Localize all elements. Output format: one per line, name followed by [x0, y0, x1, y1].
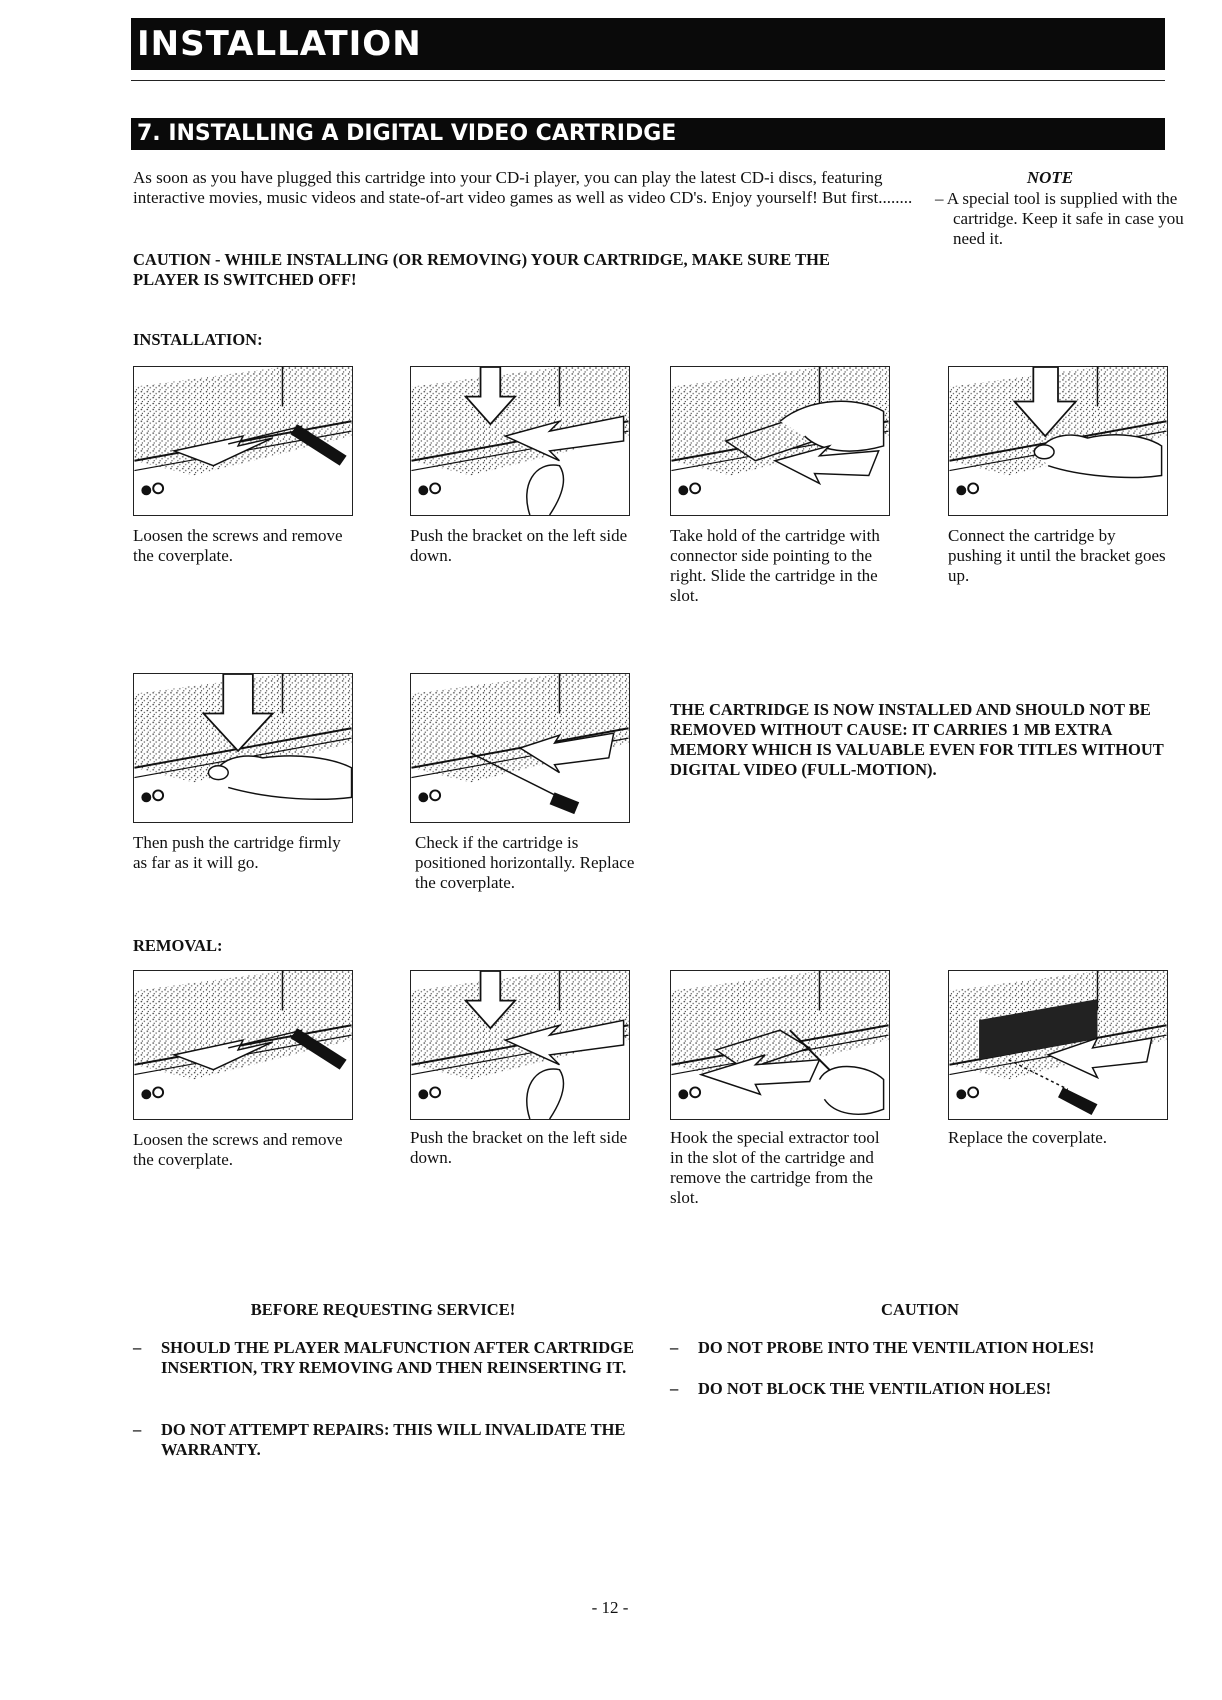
install-step-1-caption: Loosen the screws and remove the coverplate. [133, 526, 343, 565]
removal-step-1-illustration [133, 970, 353, 1120]
caution-item-text: DO NOT BLOCK THE VENTILATION HOLES! [698, 1379, 1052, 1398]
service-item [133, 1338, 661, 1378]
note-text: – A special tool is supplied with the cartridge. Keep it safe in case you need it. [935, 189, 1184, 248]
install-step-3-caption: Take hold of the cartridge with connector side pointing to the right. Slide the cartridge in the slot. [670, 526, 880, 605]
install-step-4-illustration [948, 366, 1168, 516]
installation-heading: INSTALLATION: [133, 330, 263, 349]
service-heading: BEFORE REQUESTING SERVICE! [250, 1300, 516, 1319]
caution-warning: CAUTION - WHILE INSTALLING (OR REMOVING) YOUR CARTRIDGE, MAKE SURE THE PLAYER IS SWITCHED OFF! [133, 250, 830, 289]
removal-step-4-caption: Replace the coverplate. [948, 1128, 1108, 1147]
service-item-text: DO NOT ATTEMPT REPAIRS: THIS WILL INVALIDATE THE WARRANTY. [161, 1420, 626, 1459]
install-step-4-caption: Connect the cartridge by pushing it until the bracket goes up. [948, 526, 1166, 585]
install-step-2-caption: Push the bracket on the left side down. [410, 526, 628, 565]
caution-heading: CAUTION [881, 1300, 959, 1319]
page-title: INSTALLATION [131, 18, 1165, 70]
removal-step-1-caption: Loosen the screws and remove the coverplate. [133, 1130, 343, 1169]
bullet-dash: – [133, 1420, 142, 1439]
removal-step-3-illustration [670, 970, 890, 1120]
section-title: 7. INSTALLING A DIGITAL VIDEO CARTRIDGE [131, 118, 1165, 150]
install-step-1-illustration [133, 366, 353, 516]
install-step-3-illustration [670, 366, 890, 516]
install-step-2-illustration [410, 366, 630, 516]
caution-item [670, 1338, 1208, 1358]
bullet-dash: – [670, 1338, 679, 1357]
service-item-text: SHOULD THE PLAYER MALFUNCTION AFTER CARTRIDGE INSERTION, TRY REMOVING AND THEN REINSERTING IT. [161, 1338, 634, 1377]
service-item [133, 1420, 661, 1460]
caution-item [670, 1379, 1208, 1399]
bullet-dash: – [670, 1379, 679, 1398]
note-heading: NOTE [1026, 168, 1074, 187]
caution-item-text: DO NOT PROBE INTO THE VENTILATION HOLES! [698, 1338, 1095, 1357]
installed-notice: THE CARTRIDGE IS NOW INSTALLED AND SHOULD NOT BE REMOVED WITHOUT CAUSE: IT CARRIES 1 MB EXTRA MEMORY WHICH IS VALUABLE EVEN FOR TITLES WITHOUT DIGITAL VIDEO (FULL-MOTION). [670, 700, 1164, 779]
page-number: - 12 - [591, 1598, 629, 1617]
title-divider [131, 80, 1165, 81]
removal-step-2-caption: Push the bracket on the left side down. [410, 1128, 628, 1167]
install-step-5-caption: Then push the cartridge firmly as far as it will go. [133, 833, 341, 872]
removal-heading: REMOVAL: [133, 936, 223, 955]
removal-step-3-caption: Hook the special extractor tool in the slot of the cartridge and remove the cartridge from the slot. [670, 1128, 880, 1207]
bullet-dash: – [133, 1338, 142, 1357]
install-step-5-illustration [133, 673, 353, 823]
intro-paragraph: As soon as you have plugged this cartridge into your CD-i player, you can play the latest CD-i discs, featuring interactive movies, music videos and state-of-art video games as well as video CD's. Enjoy yourself! But first........ [133, 168, 913, 207]
removal-step-2-illustration [410, 970, 630, 1120]
install-step-6-caption: Check if the cartridge is positioned horizontally. Replace the coverplate. [415, 833, 635, 892]
removal-step-4-illustration [948, 970, 1168, 1120]
install-step-6-illustration [410, 673, 630, 823]
